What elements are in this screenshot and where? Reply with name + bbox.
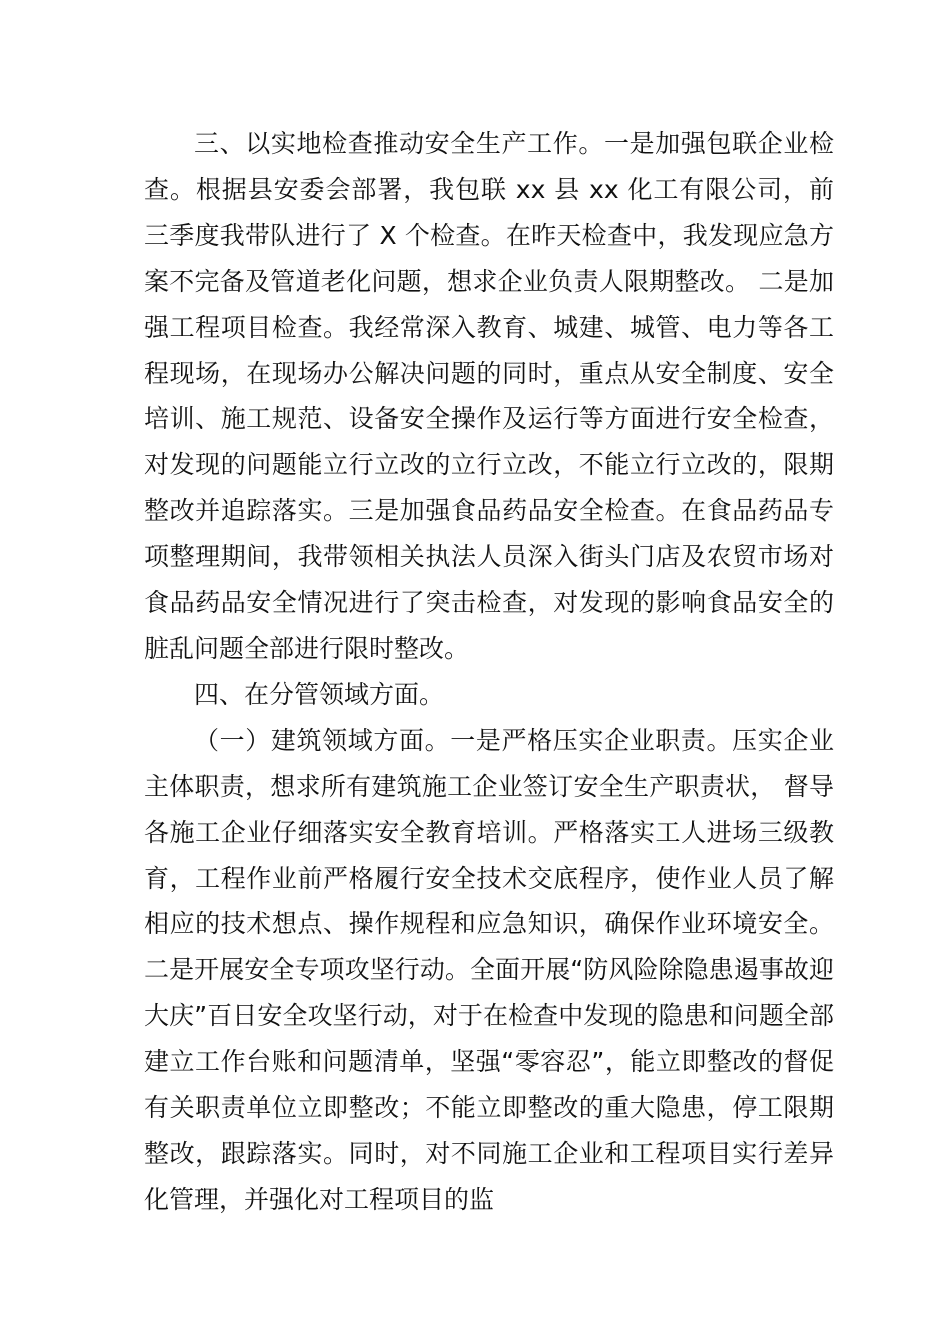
paragraph-construction-field: （一）建筑领域方面。一是严格压实企业职责。压实企业主体职责，想求所有建筑施工企业签订安全生产职责状， 督导各施工企业仔细落实安全教育培训。严格落实工人进场三级教育，工程作业前严格履行安全技术交底程序，使作业人员了解相应的技术想点、操作规程和应急知识，确保作业环境安全。二是开展安全专项攻坚行动。全面开展“防风险除隐患遏事故迎大庆”百日安全攻坚行动，对于在检查中发现的隐患和问题全部建立工作台账和问题清单，坚强“零容忍”，能立即整改的督促有关职责单位立即整改；不能立即整改的重大隐患，停工限期整改，跟踪落实。同时，对不同施工企业和工程项目实行差异化管理，并强化对工程项目的监 — [144, 725, 834, 1214]
paragraph-section-four-heading: 四、在分管领域方面。 — [194, 679, 445, 709]
document-body — [144, 121, 834, 1223]
paragraph-safety-inspection: 三、以实地检查推动安全生产工作。一是加强包联企业检查。根据县安委会部署，我包联 xx 县 xx 化工有限公司，前三季度我带队进行了 X 个检查。在昨天检查中，我发现应急方案不完备及管道老化问题，想求企业负责人限期整改。 二是加强工程项目检查。我经常深入教育、城建、城管、电力等各工程现场，在现场办公解决问题的同时，重点从安全制度、安全培训、施工规范、设备安全操作及运行等方面进行安全检查，对发现的问题能立行立改的立行立改，不能立行立改的，限期整改并追踪落实。三是加强食品药品安全检查。在食品药品专项整理期间，我带领相关执法人员深入街头门店及农贸市场对食品药品安全情况进行了突击检查，对发现的影响食品安全的脏乱问题全部进行限时整改。 — [144, 129, 834, 663]
